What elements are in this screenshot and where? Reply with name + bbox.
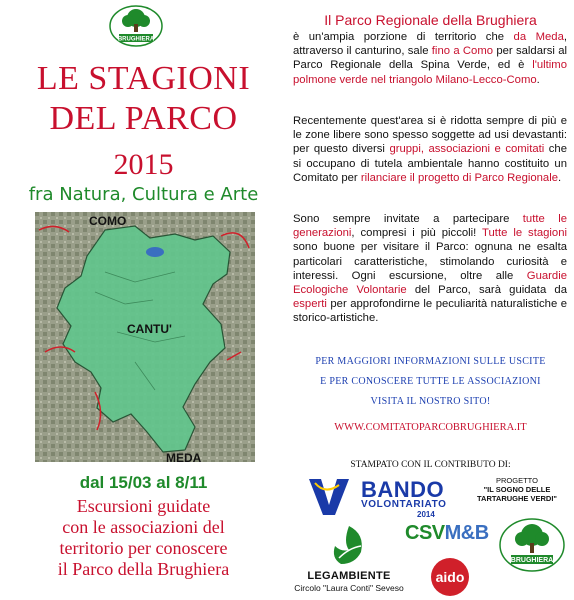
aido-logo — [427, 556, 473, 598]
title-line-1: LE STAGIONI — [36, 60, 251, 97]
legambiente-logo-icon — [321, 522, 377, 568]
aido-text: aido — [435, 569, 465, 585]
legambiente-circolo: Circolo "Laura Conti" Seveso — [294, 583, 404, 593]
csv-logo — [405, 522, 489, 545]
paragraph-segment: , attraverso il canturino, sale — [293, 31, 567, 58]
map-label-como: COMO — [89, 214, 127, 228]
progetto-label: PROGETTO — [496, 476, 538, 485]
bando-word: BANDO — [361, 477, 445, 502]
paragraph-segment: è un'ampia porzione di territorio che — [293, 31, 514, 43]
brughiera-logo-small — [497, 515, 567, 573]
paragraph-segment: Guardie Ecologiche Volontarie — [293, 269, 567, 297]
paragraph-segment: fino a Como — [431, 45, 494, 58]
brughiera-logo — [107, 2, 165, 48]
progetto-name: "IL SOGNO DELLE TARTARUGHE VERDI" — [477, 485, 557, 503]
paragraph-segment: per — [338, 171, 361, 184]
paragraph-segment: sono buone per visitare il Parco: ognuna ne esalta particolari caratteristiche, stimolando curiosità e interessi. Ogni escursione, oltre alle — [293, 241, 567, 282]
title-line-2: DEL PARCO — [49, 100, 238, 137]
map-label-cantu: CANTU' — [127, 322, 172, 336]
year: 2015 — [113, 148, 174, 181]
desc-line: Escursioni guidate — [76, 496, 211, 516]
csv-mb: M&B — [444, 522, 489, 544]
paragraph-segment: per saldarsi al Parco Regionale della Spina Verde, ed è — [293, 45, 567, 72]
paragraph-segment: che si occupano di tutela ambientale hanno costituito un — [293, 143, 567, 170]
progetto-box — [467, 476, 567, 503]
event-dates: dal 15/03 al 8/11 — [79, 473, 208, 492]
paragraph-segment: Comitato — [293, 171, 339, 184]
paragraph-segment: Sono sempre invitate a partecipare — [293, 213, 523, 225]
info-line-2: E PER CONOSCERE TUTTE LE ASSOCIAZIONI — [320, 376, 541, 387]
bando-logo — [305, 475, 461, 517]
paragraph-segment: l'ultimo polmone verde nel triangolo Milano-Lecco-Como — [293, 59, 567, 86]
park-title: Il Parco Regionale della Brughiera — [324, 12, 537, 28]
logo-small-text: BRUGHIERA — [510, 557, 554, 564]
bando-mark-icon — [305, 475, 361, 517]
desc-line: con le associazioni del — [62, 517, 225, 537]
paragraph-segment: Tutte le stagioni — [482, 227, 567, 240]
paragraph-segment: , compresi i più piccoli! — [351, 227, 483, 240]
paragraph-segment: per approfondirne le peculiarità naturalistiche e storico-artistiche. — [293, 298, 567, 325]
logo-text: BRUGHIERA — [117, 36, 155, 43]
desc-line: territorio per conoscere — [59, 538, 228, 558]
paragraph-segment: rilanciare il progetto di Parco Regionale — [360, 171, 559, 184]
bando-volontariato: VOLONTARIATO — [361, 499, 447, 510]
map-label-meda: MEDA — [166, 451, 202, 465]
desc-line: il Parco della Brughiera — [57, 559, 230, 579]
paragraph-intro — [293, 30, 567, 87]
paragraph-segment: del Parco, sarà guidata da — [406, 284, 567, 297]
park-map — [35, 212, 255, 462]
info-line-3: VISITA IL NOSTRO SITO! — [370, 396, 491, 407]
bando-year: 2014 — [417, 510, 435, 519]
csv-word: CSV — [405, 522, 445, 544]
paragraph-segment: Recentemente quest'area si è ridotta sempre di più e le zone libere sono spesso soggette ad usi devastanti: per questo diversi — [293, 115, 567, 156]
printed-with: STAMPATO CON IL CONTRIBUTO DI: — [350, 460, 511, 470]
paragraph-segment: da Meda — [513, 31, 564, 43]
right-panel — [287, 0, 574, 600]
paragraph-segment: esperti — [293, 298, 327, 311]
paragraph-segment: tutte le generazioni — [293, 213, 567, 240]
subtitle: fra Natura, Cultura e Arte — [28, 184, 259, 205]
event-description — [0, 496, 287, 580]
paragraph-segment: . — [536, 73, 540, 86]
website-link[interactable]: WWW.COMITATOPARCOBRUGHIERA.IT — [334, 422, 527, 433]
info-line-1: PER MAGGIORI INFORMAZIONI SULLE USCITE — [315, 356, 546, 367]
paragraph-segment: gruppi, associazioni e comitati — [389, 143, 545, 156]
paragraph-committee — [293, 114, 567, 185]
paragraph-invitation — [293, 212, 567, 326]
paragraph-segment: . — [558, 171, 562, 184]
legambiente-name: LEGAMBIENTE — [307, 570, 391, 582]
